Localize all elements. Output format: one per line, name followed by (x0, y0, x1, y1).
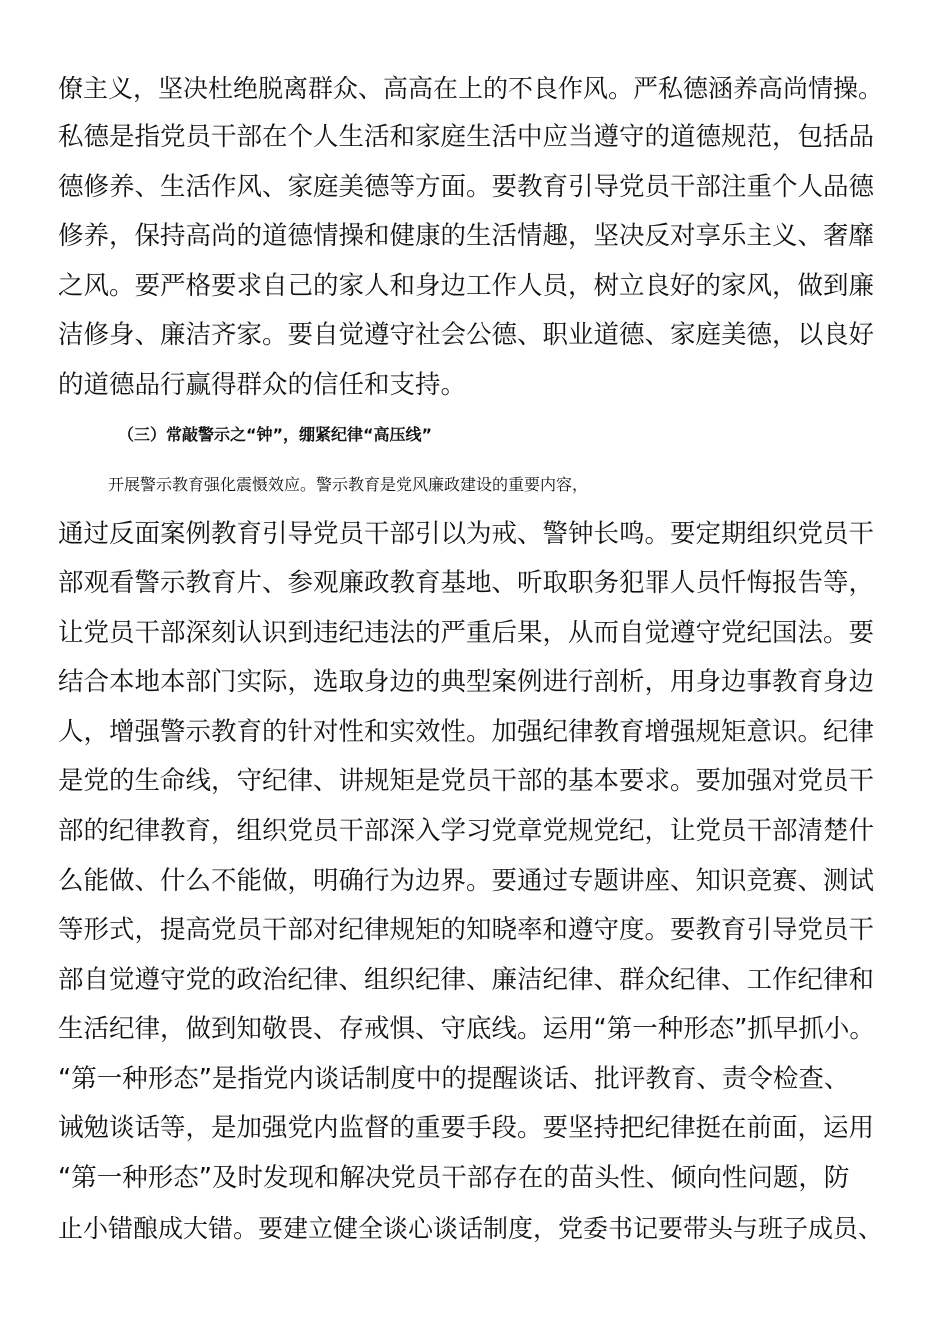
text-line: 私德是指党员干部在个人生活和家庭生活中应当遵守的道德规范，包括品 (58, 122, 875, 152)
text-line: 僚主义，坚决杜绝脱离群众、高高在上的不良作风。严私德涵养高尚情操。 (58, 74, 884, 103)
text-line: 部自觉遵守党的政治纪律、组织纪律、廉洁纪律、群众纪律、工作纪律和 (58, 965, 875, 995)
text-line: 部的纪律教育，组织党员干部深入学习党章党规党纪，让党员干部清楚什 (58, 816, 875, 846)
text-line: 洁修身、廉洁齐家。要自觉遵守社会公德、职业道德、家庭美德，以良好 (58, 320, 875, 350)
text-line: 之风。要严格要求自己的家人和身边工作人员，树立良好的家风，做到廉 (58, 271, 875, 301)
text-line: 让党员干部深刻认识到违纪违法的严重后果，从而自觉遵守党纪国法。要 (58, 618, 875, 648)
text-line: 止小错酿成大错。要建立健全谈心谈话制度，党委书记要带头与班子成员、 (58, 1214, 884, 1243)
text-line: 生活纪律，做到知敬畏、存戒惧、守底线。运用“第一种形态”抓早抓小。 (58, 1014, 875, 1044)
text-line: 德修养、生活作风、家庭美德等方面。要教育引导党员干部注重个人品德 (58, 172, 875, 202)
text-line: 修养，保持高尚的道德情操和健康的生活情趣，坚决反对享乐主义、奢靡 (58, 221, 875, 251)
text-line: 等形式，提高党员干部对纪律规矩的知晓率和遵守度。要教育引导党员干 (58, 915, 875, 945)
text-line: 的道德品行赢得群众的信任和支持。 (58, 370, 467, 400)
text-line: 么能做、什么不能做，明确行为边界。要通过专题讲座、知识竞赛、测试 (58, 866, 875, 896)
text-line: “第一种形态”是指党内谈话制度中的提醒谈话、批评教育、责令检查、 (58, 1064, 850, 1094)
text-line: 诫勉谈话等，是加强党内监督的重要手段。要坚持把纪律挺在前面，运用 (58, 1113, 875, 1143)
text-line: 结合本地本部门实际，选取身边的典型案例进行剖析，用身边事教育身边 (58, 667, 875, 697)
section-heading: （三）常敲警示之“钟”，绷紧纪律“高压线” (118, 425, 433, 444)
text-line: 部观看警示教育片、参观廉政教育基地、听取职务犯罪人员忏悔报告等， (58, 568, 875, 598)
text-line: 开展警示教育强化震慑效应。警示教育是党风廉政建设的重要内容， (108, 475, 589, 494)
text-line: 是党的生命线，守纪律、讲规矩是党员干部的基本要求。要加强对党员干 (58, 766, 875, 796)
text-line: 通过反面案例教育引导党员干部引以为戒、警钟长鸣。要定期组织党员干 (58, 519, 875, 549)
text-line: “第一种形态”及时发现和解决党员干部存在的苗头性、倾向性问题，防 (58, 1163, 850, 1193)
text-line: 人，增强警示教育的针对性和实效性。加强纪律教育增强规矩意识。纪律 (58, 717, 875, 747)
